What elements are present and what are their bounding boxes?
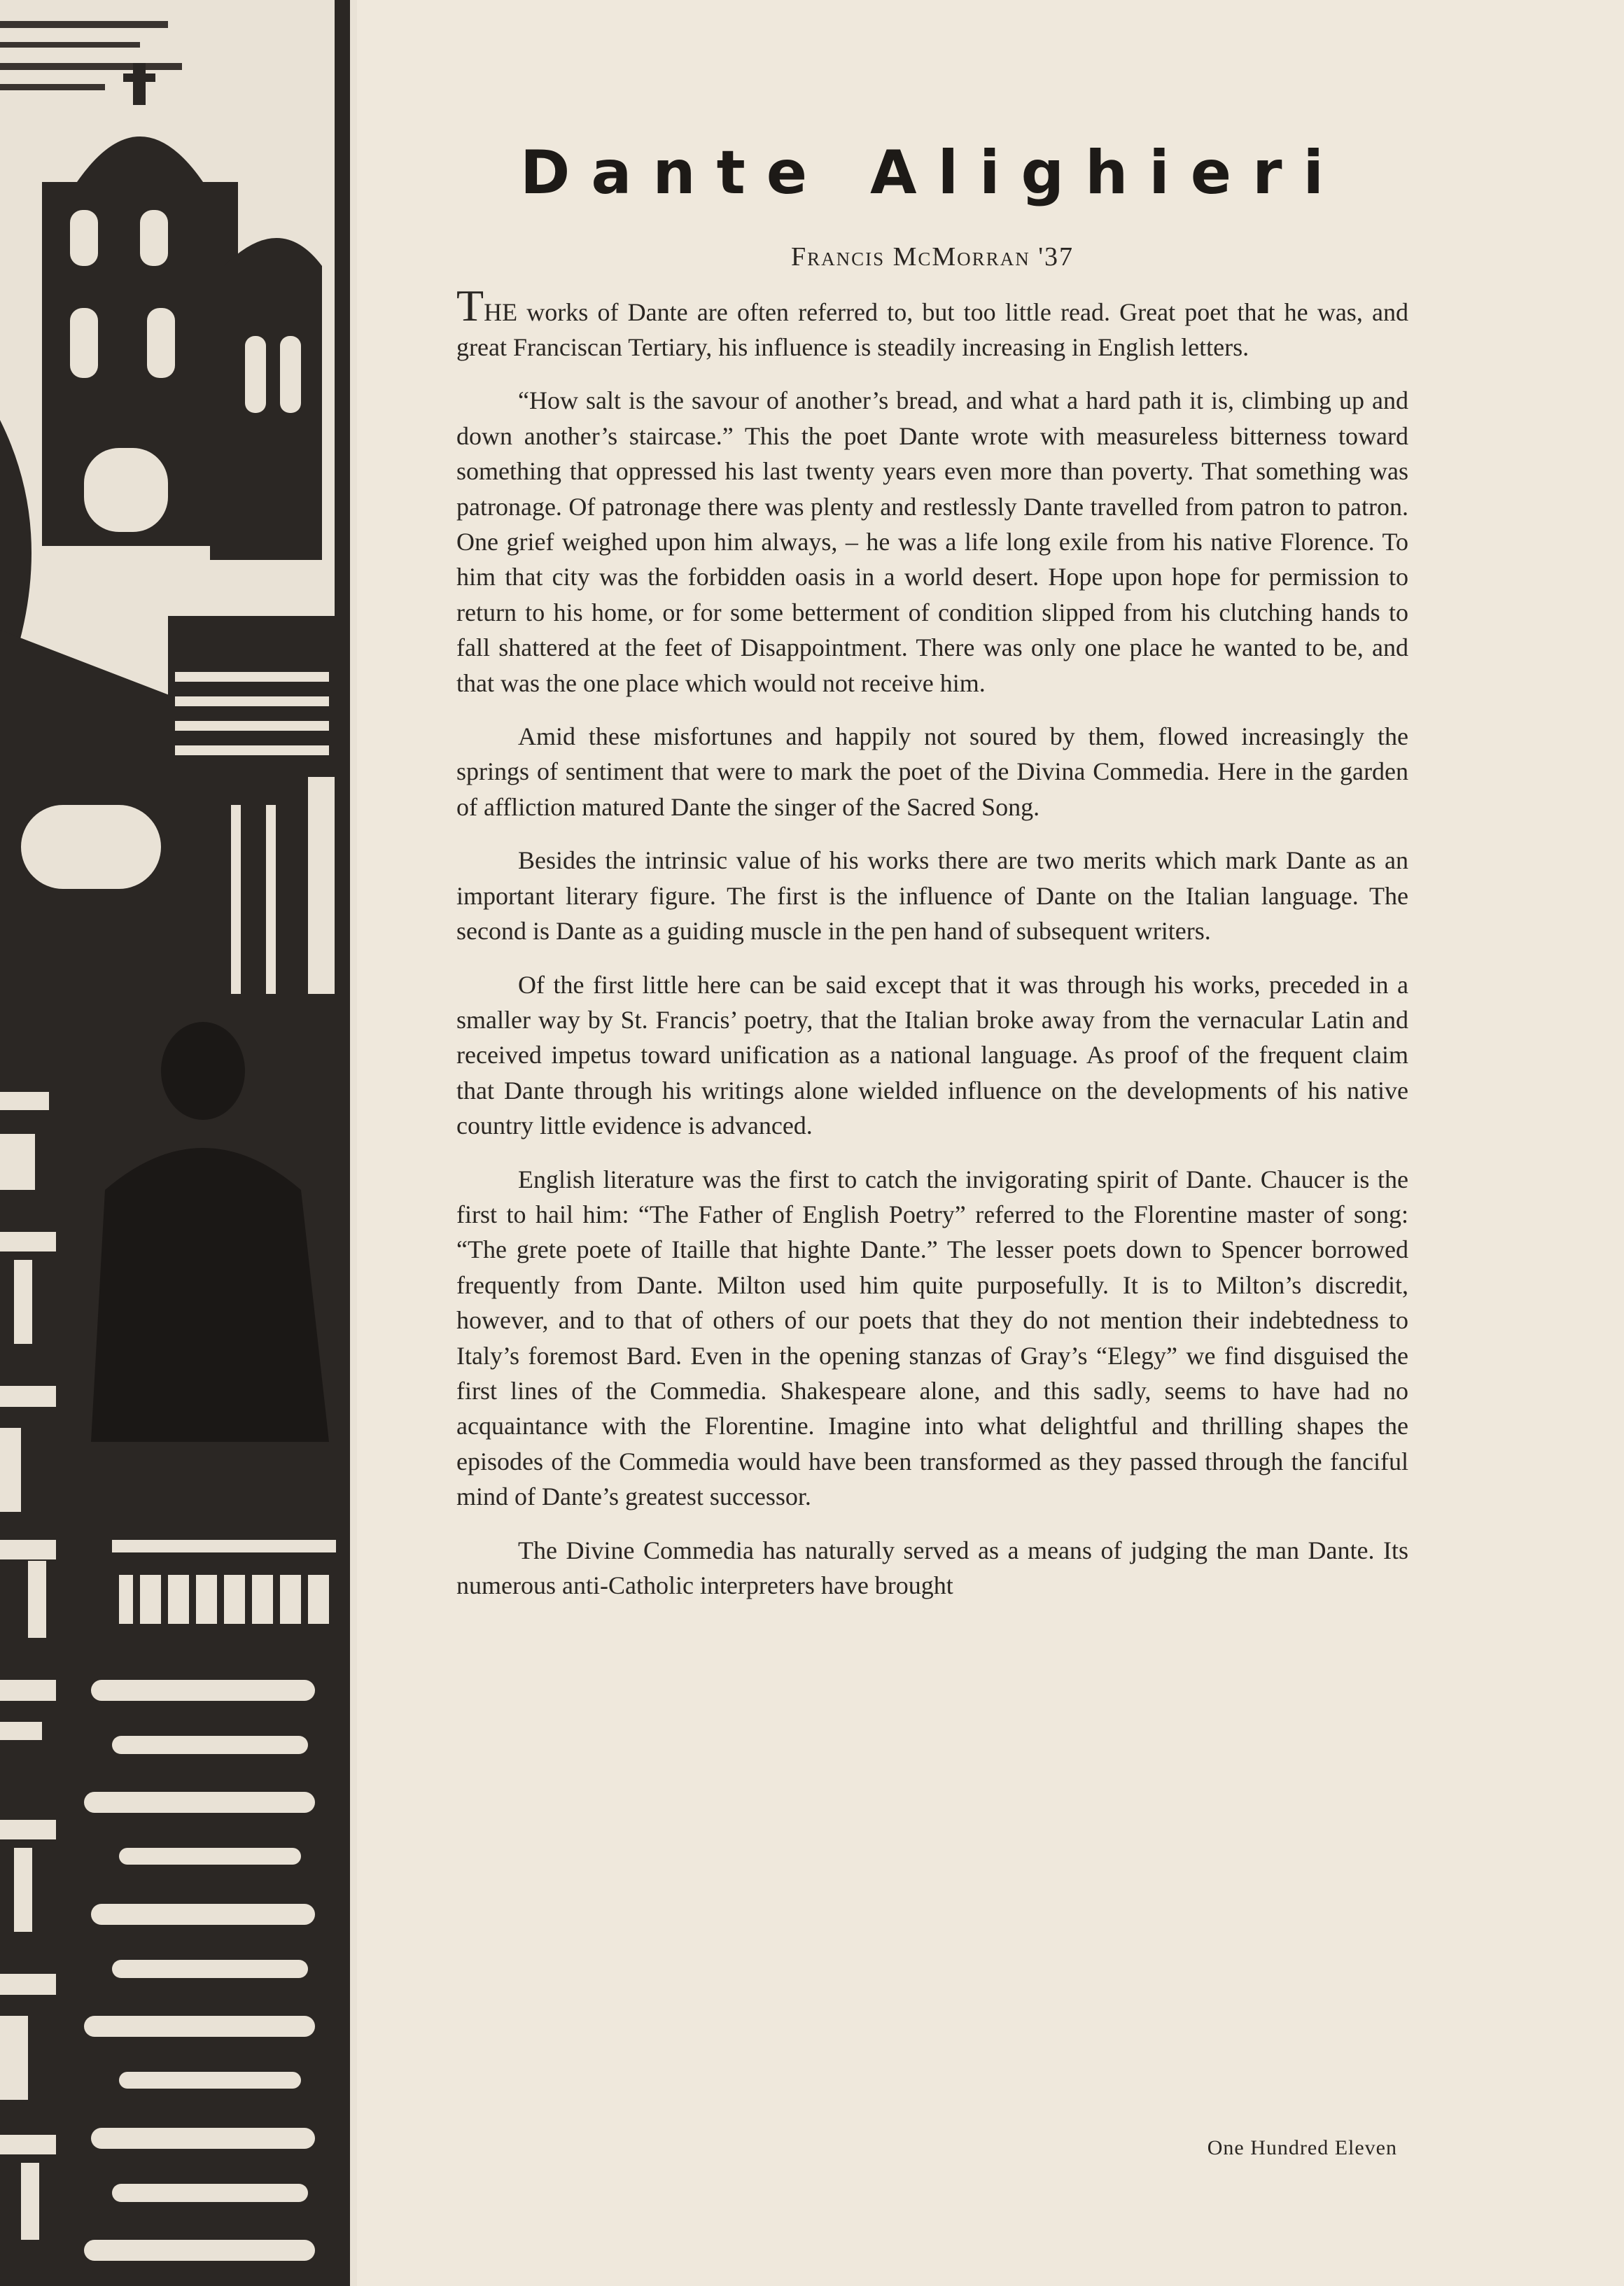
paragraph-4: Besides the intrinsic value of his works there are two merits which mark Dante as an important literary figure. The first is the influence of Dante on the Italian language. The second is Dante as a guiding muscle in the pen hand of subsequent writers. [456, 846, 1408, 946]
paragraph-2: “How salt is the savour of another’s bread, and what a hard path it is, climbing up and down another’s staircase.” This the poet Dante wrote with measureless bitterness toward something that oppressed his last twenty years even more than poverty. That something was patronage. Of patronage there was plenty and restlessly Dante travelled from patron to patron. One grief weighed upon him always, – he was a life long exile from his native Florence. To him that city was the forbidden oasis in a world desert. Hope upon hope for permission to return to his home, or for some betterment of condition slipped from his clutching hands to fall shattered at the feet of Disappointment. There was only one place he wanted to be, and that was the one place which would not receive him. [456, 386, 1408, 697]
paragraph-1-text: HE works of Dante are often referred to, but too little read. Great poet that he was, and great Franciscan Tertiary, his influence is steadily increasing in English letters. [456, 297, 1408, 361]
paragraph-7: The Divine Commedia has naturally served as a means of judging the man Dante. Its numerous anti-Catholic interpreters have brought [456, 1536, 1408, 1599]
article-author: Francis McMorran '37 [790, 241, 1074, 272]
article-title: Dante Alighieri [519, 138, 1345, 208]
drop-cap: T [456, 280, 484, 330]
woodcut-illustration [0, 0, 357, 2286]
page-number: One Hundred Eleven [1207, 2136, 1397, 2159]
paragraph-3: Amid these misfortunes and happily not soured by them, flowed increasingly the springs of sentiment that were to mark the poet of the Divina Commedia. Here in the garden of affliction matured Dante the singer of the Sacred Song. [456, 722, 1408, 821]
article-body [456, 140, 1408, 1621]
paragraph-6: English literature was the first to catch the invigorating spirit of Dante. Chaucer is the first to hail him: “The Father of English Poetry” referred to the Florentine master of song: “The grete poete of Itaille that highte Dante.” The lesser poets down to Spencer borrowed frequently from Dante. Milton used him quite purposefully. It is to Milton’s discredit, however, and to that of others of our poets that they do not mention their indebtedness to Italy’s foremost Bard. Even in the opening stanzas of Gray’s “Elegy” we find disguised the first lines of the Commedia. Shakespeare alone, and this sadly, seems to have had no acquaintance with the Florentine. Imagine into what delightful and thrilling shapes the episodes of the Commedia would have been transformed as they passed through the fanciful mind of Dante’s greatest successor. [456, 1165, 1408, 1511]
paragraph-5: Of the first little here can be said except that it was through his works, preceded in a smaller way by St. Francis’ poetry, that the Italian broke away from the vernacular Latin and received impetus toward unification as a national language. As proof of the frequent claim that Dante through his writings alone wielded influence on the developments of his native country little evidence is advanced. [456, 970, 1408, 1140]
paragraph-1 [456, 280, 1408, 365]
